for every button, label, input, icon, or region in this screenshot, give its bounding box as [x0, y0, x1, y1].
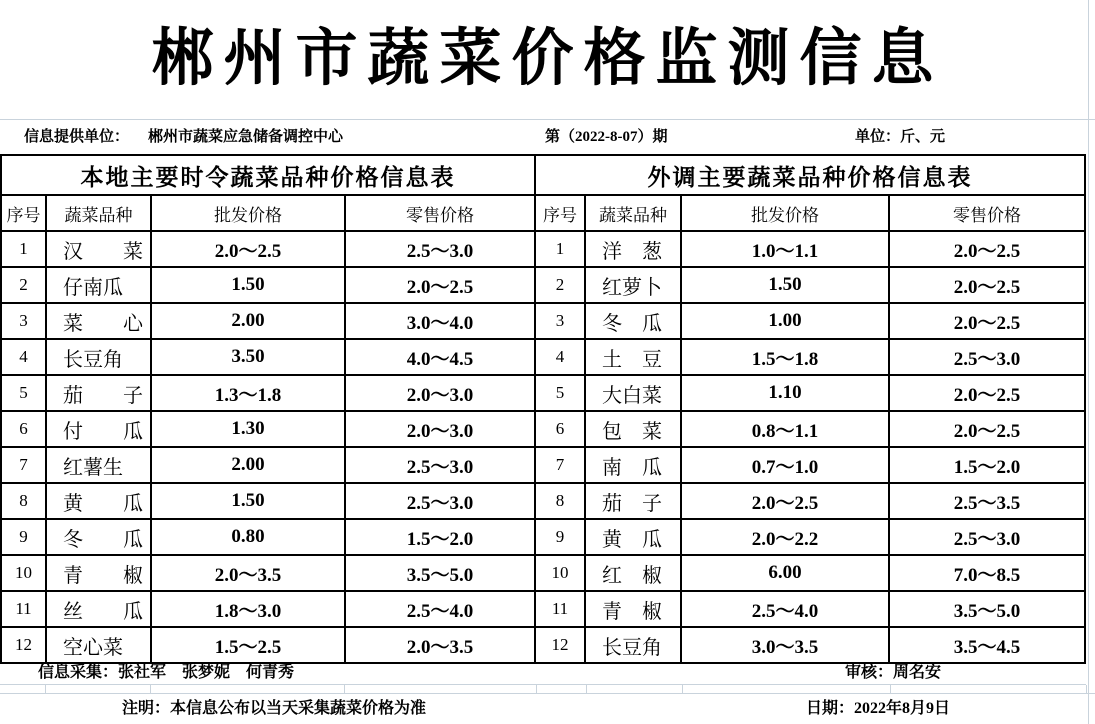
gridline-stub [1086, 685, 1087, 693]
row-index-cell: 10 [2, 556, 47, 592]
wholesale-price-cell: 3.0～3.5 [682, 628, 890, 664]
row-index-cell: 7 [536, 448, 586, 484]
gridline-stub [150, 685, 151, 693]
retail-price-cell: 3.5～5.0 [346, 556, 536, 592]
column-header-retail: 零售价格 [890, 196, 1086, 232]
collectors-text: 信息采集：张社军 张梦妮 何青秀 [38, 664, 295, 681]
wholesale-price-cell: 2.00 [152, 448, 346, 484]
row-index-cell: 3 [536, 304, 586, 340]
wholesale-price-cell: 0.8～1.1 [682, 412, 890, 448]
row-index-cell: 10 [536, 556, 586, 592]
wholesale-price-cell: 2.00 [152, 304, 346, 340]
wholesale-price-cell: 1.50 [152, 268, 346, 304]
row-index-cell: 8 [536, 484, 586, 520]
retail-price-cell: 2.5～3.0 [890, 520, 1086, 556]
row-index-cell: 11 [2, 592, 47, 628]
gridline-stub [890, 685, 891, 693]
note-text: 注明：本信息公布以当天采集蔬菜价格为准 [122, 700, 427, 717]
retail-price-cell: 1.5～2.0 [346, 520, 536, 556]
row-index-cell: 2 [2, 268, 47, 304]
vegetable-name-cell: 冬 瓜 [586, 304, 682, 340]
vegetable-name-cell: 汉 菜 [47, 232, 152, 268]
wholesale-price-cell: 1.0～1.1 [682, 232, 890, 268]
wholesale-price-cell: 1.8～3.0 [152, 592, 346, 628]
wholesale-price-cell: 2.0～3.5 [152, 556, 346, 592]
gridline-stub [344, 685, 345, 693]
row-index-cell: 5 [2, 376, 47, 412]
vegetable-name-cell: 黄 瓜 [47, 484, 152, 520]
retail-price-cell: 2.0～2.5 [890, 268, 1086, 304]
vegetable-name-cell: 青 椒 [47, 556, 152, 592]
local-vegetable-price-table [0, 154, 536, 664]
retail-price-cell: 2.5～3.5 [890, 484, 1086, 520]
vegetable-name-cell: 付 瓜 [47, 412, 152, 448]
retail-price-cell: 1.5～2.0 [890, 448, 1086, 484]
provider-name: 郴州市蔬菜应急储备调控中心 [148, 129, 344, 145]
table-title: 外调主要蔬菜品种价格信息表 [536, 156, 1086, 196]
row-index-cell: 12 [2, 628, 47, 664]
vegetable-name-cell: 冬 瓜 [47, 520, 152, 556]
retail-price-cell: 2.0～3.0 [346, 412, 536, 448]
retail-price-cell: 2.5～3.0 [346, 232, 536, 268]
wholesale-price-cell: 1.5～2.5 [152, 628, 346, 664]
retail-price-cell: 2.5～4.0 [346, 592, 536, 628]
wholesale-price-cell: 6.00 [682, 556, 890, 592]
row-index-cell: 1 [536, 232, 586, 268]
column-header-variety: 蔬菜品种 [47, 196, 152, 232]
column-header-index: 序号 [536, 196, 586, 232]
wholesale-price-cell: 1.3～1.8 [152, 376, 346, 412]
retail-price-cell: 2.0～3.5 [346, 628, 536, 664]
gridline-stub [536, 685, 537, 693]
row-index-cell: 9 [2, 520, 47, 556]
vegetable-name-cell: 长豆角 [47, 340, 152, 376]
vegetable-name-cell: 丝 瓜 [47, 592, 152, 628]
retail-price-cell: 7.0～8.5 [890, 556, 1086, 592]
price-tables [0, 154, 1086, 664]
wholesale-price-cell: 2.0～2.5 [682, 484, 890, 520]
wholesale-price-cell: 0.80 [152, 520, 346, 556]
row-index-cell: 1 [2, 232, 47, 268]
spreadsheet-gap-row [0, 685, 1095, 694]
gridline-stub [586, 685, 587, 693]
column-header-wholesale: 批发价格 [152, 196, 346, 232]
wholesale-price-cell: 1.5～1.8 [682, 340, 890, 376]
row-index-cell: 3 [2, 304, 47, 340]
retail-price-cell: 2.5～3.0 [890, 340, 1086, 376]
wholesale-price-cell: 1.50 [152, 484, 346, 520]
gridline-stub [45, 685, 46, 693]
vegetable-name-cell: 红薯生 [47, 448, 152, 484]
vegetable-name-cell: 空心菜 [47, 628, 152, 664]
row-index-cell: 9 [536, 520, 586, 556]
wholesale-price-cell: 1.00 [682, 304, 890, 340]
gridline-stub [682, 685, 683, 693]
note-date-row [0, 694, 1095, 724]
retail-price-cell: 3.5～4.5 [890, 628, 1086, 664]
wholesale-price-cell: 2.0～2.2 [682, 520, 890, 556]
retail-price-cell: 2.5～3.0 [346, 448, 536, 484]
retail-price-cell: 2.5～3.0 [346, 484, 536, 520]
collector-review-row [0, 662, 1086, 685]
unit-label: 单位：斤、元 [855, 129, 946, 145]
column-header-wholesale: 批发价格 [682, 196, 890, 232]
row-index-cell: 6 [2, 412, 47, 448]
retail-price-cell: 4.0～4.5 [346, 340, 536, 376]
vegetable-name-cell: 茄 子 [586, 484, 682, 520]
vegetable-name-cell: 红 椒 [586, 556, 682, 592]
wholesale-price-cell: 2.0～2.5 [152, 232, 346, 268]
row-index-cell: 4 [2, 340, 47, 376]
row-index-cell: 6 [536, 412, 586, 448]
retail-price-cell: 2.0～2.5 [890, 304, 1086, 340]
wholesale-price-cell: 1.10 [682, 376, 890, 412]
vegetable-name-cell: 大白菜 [586, 376, 682, 412]
row-index-cell: 5 [536, 376, 586, 412]
retail-price-cell: 2.0～2.5 [890, 232, 1086, 268]
vegetable-name-cell: 青 椒 [586, 592, 682, 628]
date-text: 日期：2022年8月9日 [806, 700, 951, 717]
vegetable-name-cell: 洋 葱 [586, 232, 682, 268]
vegetable-name-cell: 红萝卜 [586, 268, 682, 304]
retail-price-cell: 2.0～2.5 [890, 376, 1086, 412]
row-index-cell: 2 [536, 268, 586, 304]
retail-price-cell: 3.0～4.0 [346, 304, 536, 340]
table-title: 本地主要时令蔬菜品种价格信息表 [2, 156, 536, 196]
vegetable-name-cell: 包 菜 [586, 412, 682, 448]
row-index-cell: 7 [2, 448, 47, 484]
wholesale-price-cell: 2.5～4.0 [682, 592, 890, 628]
info-bar [0, 120, 1086, 154]
reviewer-text: 审核：周名安 [845, 664, 942, 681]
retail-price-cell: 2.0～2.5 [346, 268, 536, 304]
vegetable-name-cell: 南 瓜 [586, 448, 682, 484]
row-index-cell: 11 [536, 592, 586, 628]
retail-price-cell: 3.5～5.0 [890, 592, 1086, 628]
wholesale-price-cell: 1.30 [152, 412, 346, 448]
page-title: 郴州市蔬菜价格监测信息 [151, 25, 944, 93]
row-index-cell: 4 [536, 340, 586, 376]
row-index-cell: 12 [536, 628, 586, 664]
vegetable-name-cell: 茄 子 [47, 376, 152, 412]
vegetable-name-cell: 菜 心 [47, 304, 152, 340]
provider-label: 信息提供单位： [24, 129, 130, 145]
vegetable-name-cell: 黄 瓜 [586, 520, 682, 556]
vegetable-name-cell: 土 豆 [586, 340, 682, 376]
column-header-variety: 蔬菜品种 [586, 196, 682, 232]
wholesale-price-cell: 1.50 [682, 268, 890, 304]
external-vegetable-price-table [536, 154, 1086, 664]
vegetable-name-cell: 长豆角 [586, 628, 682, 664]
row-index-cell: 8 [2, 484, 47, 520]
wholesale-price-cell: 0.7～1.0 [682, 448, 890, 484]
issue-number: 第（2022-8-07）期 [545, 129, 668, 145]
column-header-retail: 零售价格 [346, 196, 536, 232]
column-header-index: 序号 [2, 196, 47, 232]
wholesale-price-cell: 3.50 [152, 340, 346, 376]
retail-price-cell: 2.0～2.5 [890, 412, 1086, 448]
gridline-vertical [1088, 0, 1089, 724]
vegetable-name-cell: 仔南瓜 [47, 268, 152, 304]
retail-price-cell: 2.0～3.0 [346, 376, 536, 412]
